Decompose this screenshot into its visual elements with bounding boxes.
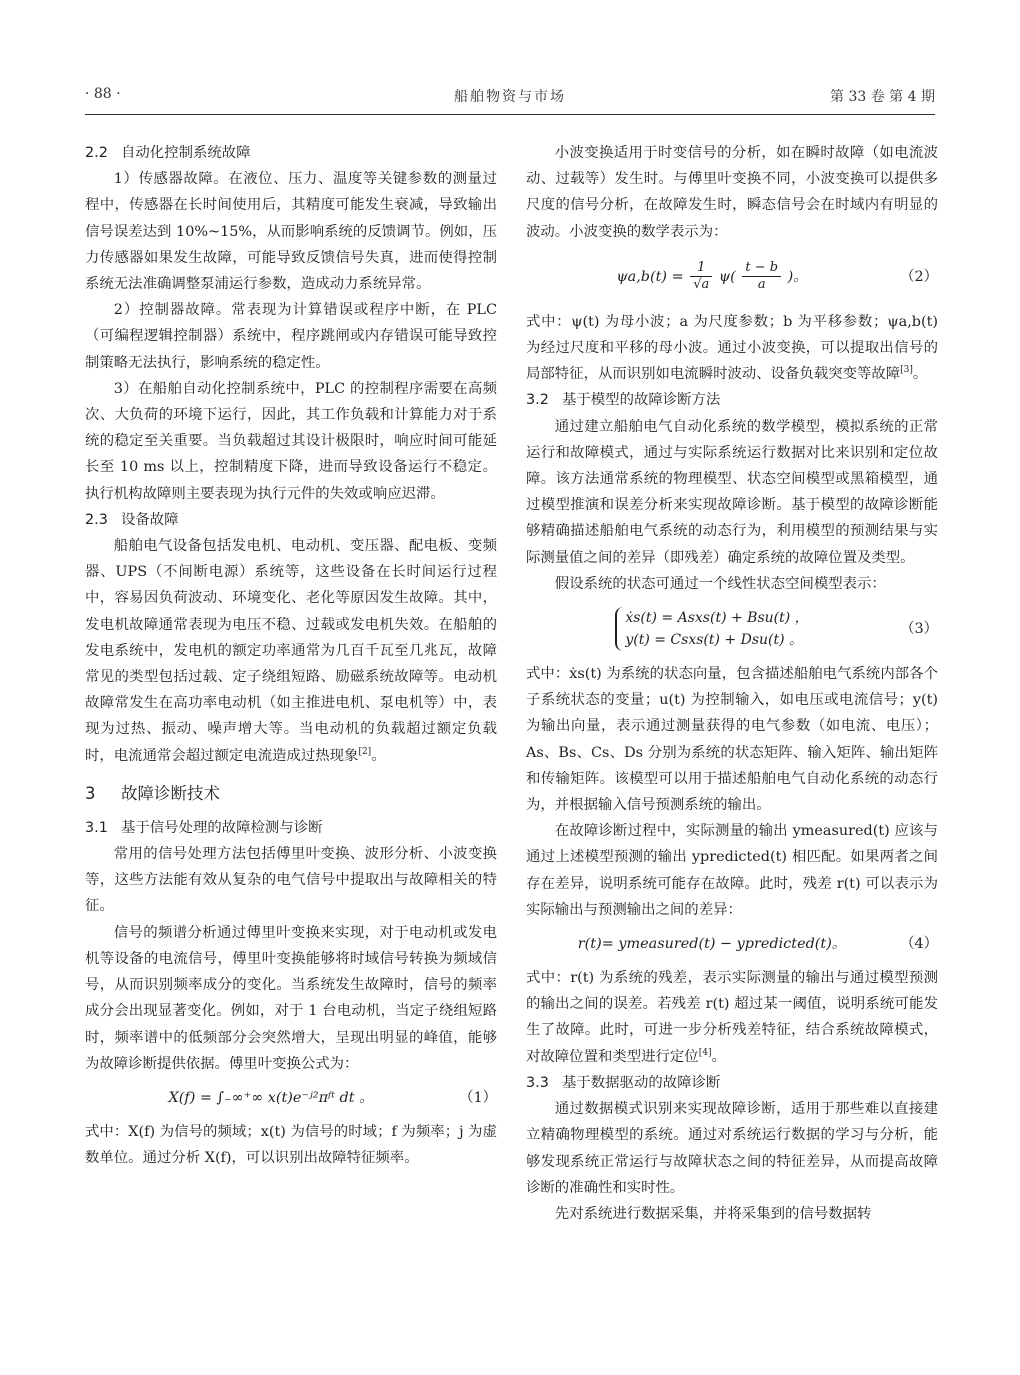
- paragraph: 信号的频谱分析通过傅里叶变换来实现，对于电动机或发电机等设备的电流信号，傅里叶变换能够将时域信号转换为频域信号，从而识别频率成分的变化。当系统发生故障时，信号的频率成分会出现显著变化。例如，对于 1 台电动机，当定子绕组短路时，频率谱中的低频部分会突然增大，呈现出明显的峰值，能够为故障诊断提供依据。傅里叶变换公式为：: [85, 924, 497, 1072]
- paragraph: 常用的信号处理方法包括傅里叶变换、波形分析、小波变换等，这些方法能有效从复杂的电气信号中提取出与故障相关的特征。: [85, 846, 497, 915]
- equation-expression: X(f) = ∫₋∞⁺∞ x(t)e⁻ʲ²πᶠᵗ dt 。: [168, 1089, 374, 1106]
- section-title: 基于信号处理的故障检测与诊断: [121, 819, 323, 836]
- right-column: [526, 140, 938, 1227]
- equation-3: [526, 599, 938, 659]
- running-header: [85, 86, 935, 110]
- paragraph: [526, 309, 938, 388]
- numerator: t − b: [742, 260, 781, 277]
- header-rule: [85, 114, 935, 115]
- paragraph-end: 。: [711, 1048, 726, 1065]
- section-title: 故障诊断技术: [121, 783, 220, 803]
- paragraph-text: 船舶电气设备包括发电机、电动机、变压器、配电板、变频器、UPS（不间断电源）系统等，这些设备在长时间运行过程中，容易因负荷波动、环境变化、老化等原因发生故障。其中，发电机故障通常表现为电压不稳、过载或发电机失效。在船舶的发电系统中，发电机的额定功率通常为几百千瓦至几兆瓦，故障常见的类型包括过载、定子绕组短路、励磁系统故障等。电动机故障常发生在高功率电动机（如主推进电机、泵电机等）中，表现为过热、振动、噪声增大等。当电动机的负载超过额定负载时，电流通常会超过额定电流造成过热现象: [85, 538, 497, 764]
- paragraph: [85, 533, 497, 769]
- paragraph: 先对系统进行数据采集，并将采集到的信号数据转: [554, 1205, 872, 1222]
- denominator: a: [757, 277, 766, 293]
- paragraph: 式中：X(f) 为信号的频域；x(t) 为信号的时域；f 为频率；j 为虚数单位。通过分析 X(f)，可以识别出故障特征频率。: [85, 1123, 497, 1167]
- section-title: 基于模型的故障诊断方法: [562, 392, 721, 409]
- section-number: 3.3: [526, 1074, 549, 1091]
- paragraph: 2）控制器故障。常表现为计算错误或程序中断，在 PLC（可编程逻辑控制器）系统中，程序跳闸或内存错误可能导致控制策略无法执行，影响系统的稳定性。: [85, 302, 497, 371]
- equation-expression: r(t)= ymeasured(t) − ypredicted(t)。: [577, 936, 847, 953]
- fraction: [690, 260, 712, 293]
- equation-part: ψ(: [718, 268, 736, 285]
- paragraph: 小波变换适用于时变信号的分析，如在瞬时故障（如电流波动、过载等）发生时。与傅里叶变换不同，小波变换可以提供多尺度的信号分析，在故障发生时，瞬态信号会在时域内有明显的波动。小波变换的数学表示为：: [526, 145, 938, 240]
- paragraph: 式中：ẋs(t) 为系统的状态向量，包含描述船舶电气系统内部各个子系统状态的变量；u(t) 为控制输入，如电压或电流信号；y(t) 为输出向量，表示通过测量获得的电气参数（如电流、电压）；As、Bs、Cs、Ds 分别为系统的状态矩阵、输入矩阵、输出矩阵和传输矩阵。该模型可以用于描述船舶电气自动化系统的动态行为，并根据输入信号预测系统的输出。: [526, 666, 938, 814]
- equation-expression: [526, 599, 898, 659]
- journal-title: 船舶物资与市场: [454, 89, 566, 105]
- equation-number: （4）: [900, 936, 938, 953]
- equation-expression: [526, 247, 898, 307]
- paragraph: [526, 965, 938, 1070]
- paragraph: 通过建立船舶电气自动化系统的数学模型，模拟系统的正常运行和故障模式，通过与实际系统运行数据对比来识别和定位故障。该方法通常系统的物理模型、状态空间模型或黑箱模型，通过模型推演和误差分析来实现故障诊断。基于模型的故障诊断能够精确描述船舶电气系统的动态行为，利用模型的预测结果与实际测量值之间的差异（即残差）确定系统的故障位置及类型。: [526, 418, 938, 566]
- paragraph-text: 式中：r(t) 为系统的残差，表示实际测量的输出与通过模型预测的输出之间的误差。若残差 r(t) 超过某一阈值，说明系统可能发生了故障。此时，可进一步分析残差特征，结合系统故障模式，对故障位置和类型进行定位: [526, 970, 938, 1065]
- citation-ref: [2]: [358, 746, 372, 757]
- paragraph: 通过数据模式识别来实现故障诊断，适用于那些难以直接建立精确物理模型的系统。通过对系统运行数据的学习与分析，能够发现系统正常运行与故障状态之间的特征差异，从而提高故障诊断的准确性和实时性。: [526, 1101, 938, 1196]
- left-column: [85, 140, 497, 1171]
- equation-4: [526, 925, 938, 963]
- citation-ref: [3]: [900, 365, 913, 376]
- paragraph: 在故障诊断过程中，实际测量的输出 ymeasured(t) 应该与通过上述模型预测的输出 ypredicted(t) 相匹配。如果两者之间存在差异，说明系统可能存在故障。此时，残差 r(t) 可以表示为实际输出与预测输出之间的差异：: [526, 823, 938, 918]
- equation-2: [526, 247, 938, 307]
- paragraph: 3）在船舶自动化控制系统中，PLC 的控制程序需要在高频次、大负荷的环境下运行，因此，其工作负载和计算能力对于系统的稳定至关重要。当负载超过其设计极限时，响应时间可能延长至 10 ms 以上，控制精度下降，进而导致设备运行不稳定。执行机构故障则主要表现为执行元件的失效或响应迟滞。: [85, 380, 497, 502]
- paragraph-text: 式中：ψ(t) 为母小波；a 为尺度参数；b 为平移参数；ψa,b(t) 为经过尺度和平移的母小波。通过小波变换，可以提取出信号的局部特征，从而识别如电流瞬时波动、设备负载突变等故障: [526, 313, 938, 383]
- page-number: · 88 ·: [85, 86, 121, 102]
- section-2-3-heading: [85, 507, 497, 533]
- citation-ref: [4]: [698, 1047, 712, 1058]
- section-number: 2.3: [85, 511, 108, 528]
- numerator: 1: [690, 260, 712, 277]
- section-number: 3.1: [85, 819, 108, 836]
- paragraph-end: 。: [371, 747, 386, 764]
- section-3-3-heading: [526, 1070, 938, 1096]
- fraction: [742, 260, 781, 293]
- equation-number: （1）: [459, 1089, 497, 1106]
- equation-system: [615, 607, 808, 651]
- section-3-2-heading: [526, 387, 938, 413]
- section-title: 设备故障: [121, 511, 179, 528]
- equation-part: )。: [787, 268, 808, 285]
- equation-line: ẋs(t) = Asxs(t) + Bsu(t) ，: [625, 610, 809, 627]
- equation-line: y(t) = Csxs(t) + Dsu(t) 。: [625, 632, 804, 649]
- denominator: √a: [693, 277, 710, 293]
- equation-1: [85, 1079, 497, 1117]
- issue-info: 第 33 卷 第 4 期: [830, 89, 935, 105]
- paragraph: 1）传感器故障。在液位、压力、温度等关键参数的测量过程中，传感器在长时间使用后，其精度可能发生衰减，导致输出信号误差达到 10%~15%，从而影响系统的反馈调节。例如，压力传感器如果发生故障，可能导致反馈信号失真，进而使得控制系统无法准确调整泵浦运行参数，造成动力系统异常。: [85, 171, 497, 293]
- section-number: 2.2: [85, 145, 108, 161]
- paragraph-end: 。: [912, 366, 928, 383]
- section-number: 3.2: [526, 392, 549, 409]
- equation-number: （2）: [900, 268, 938, 285]
- section-3-1-heading: [85, 815, 497, 841]
- paragraph: 假设系统的状态可通过一个线性状态空间模型表示：: [554, 575, 886, 592]
- section-title: 基于数据驱动的故障诊断: [562, 1074, 721, 1091]
- equation-number: （3）: [900, 621, 938, 638]
- section-number: 3: [85, 783, 96, 803]
- section-2-2-heading: [85, 140, 497, 166]
- section-title: 自动化控制系统故障: [121, 145, 251, 161]
- equation-lhs: ψa,b(t) =: [616, 268, 684, 285]
- section-3-heading: [85, 779, 497, 809]
